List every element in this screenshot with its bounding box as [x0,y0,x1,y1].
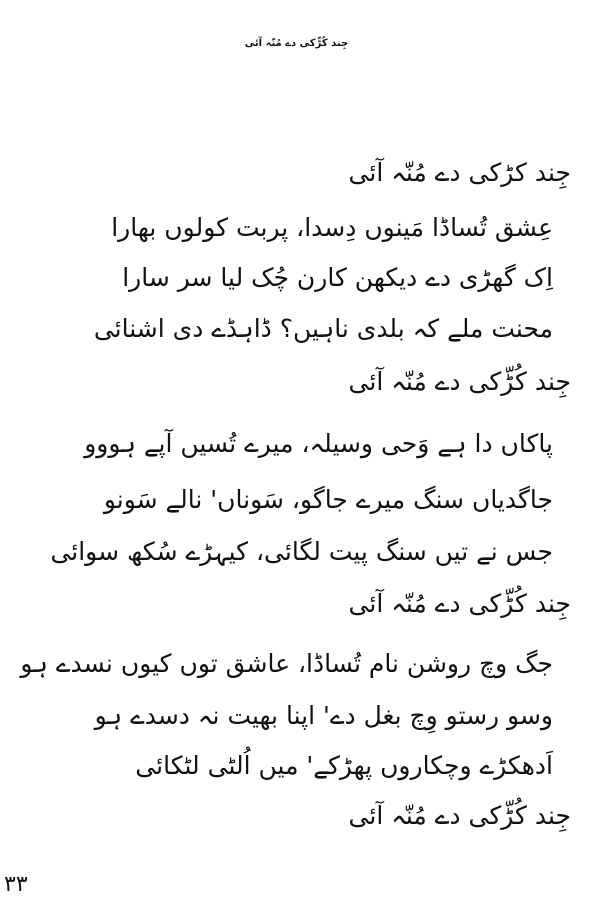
poem-line: وسو رستو وِچ بغل دے' اپنا بھیت نہ دسدے ہو [94,701,553,730]
poem-line-refrain: جِند کڑکی دے مُنّہ آئی [348,158,571,187]
page-number: ٣٣ [4,872,28,897]
poem-line-refrain: جِند کُڑّکی دے مُنّہ آئی [348,801,571,830]
poem-line: جس نے تیں سنگ پیت لگائی، کیہڑے سُکھ سوائی [50,537,553,566]
poem-line: جاگدیاں سنگ میرے جاگو، سَوناں' نالے سَونو [103,485,553,514]
poem-line: پاکاں دا ہے وَحی وسیلہ، میرے تُسیں آپے ہووو [84,429,553,458]
poem-line: اَدھکڑے وچکاروں پھڑکے' میں اُلٹی لٹکائی [135,751,553,780]
poem-line: جگ وچ روشن نام تُساڈا، عاشق توں کیوں نسدے ہو [20,649,553,678]
poem-line-refrain: جِند کُڑّکی دے مُنّہ آئی [348,589,571,618]
poem-line-refrain: جِند کُڑّکی دے مُنّہ آئی [348,367,571,396]
poem-title: جِند کُڑّکی دے مُنّہ آئی [244,38,349,49]
poem-line: محنت ملے کہ بلدی ناہیں؟ ڈاہڈے دی اشنائی [93,314,553,343]
poem-line: عِشق تُساڈا مَینوں دِسدا، پربت کولوں بھارا [111,213,553,242]
poem-line: اِک گھڑی دے دیکھن کارن چُک لیا سر سارا [122,263,553,292]
